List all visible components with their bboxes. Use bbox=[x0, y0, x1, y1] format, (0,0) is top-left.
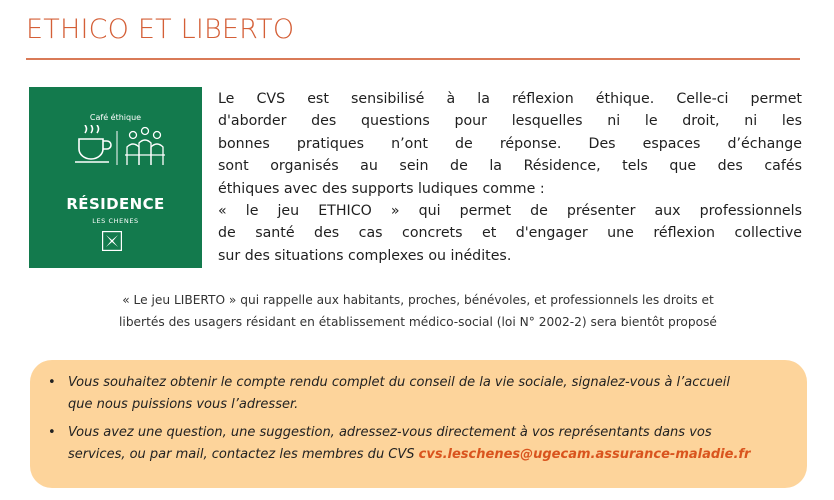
liberto-line: « Le jeu LIBERTO » qui rappelle aux habitants, proches, bénévoles, et professionnels les droits et bbox=[122, 293, 714, 307]
intro-paragraph bbox=[218, 88, 802, 267]
info-item-text: services, ou par mail, contactez les membres du CVS bbox=[68, 447, 419, 462]
cafe-ethique-label: Café éthique bbox=[89, 113, 142, 122]
liberto-paragraph bbox=[38, 289, 798, 333]
emblem-icon bbox=[102, 231, 122, 251]
residence-logo bbox=[29, 87, 202, 268]
logo-name: RÉSIDENCE bbox=[66, 195, 165, 213]
info-item-line: Vous avez une question, une suggestion, adressez-vous directement à vos représentants dans vos bbox=[68, 425, 712, 440]
info-item bbox=[46, 422, 796, 466]
intro-line: sur des situations complexes ou inédites. bbox=[218, 247, 512, 264]
intro-line: de santé des cas concrets et d'engager une réflexion collective bbox=[218, 225, 802, 242]
section-title: ETHICO ET LIBERTO bbox=[26, 14, 295, 45]
people-group-icon bbox=[125, 128, 165, 166]
intro-line: Le CVS est sensibilisé à la réflexion éthique. Celle-ci permet bbox=[218, 91, 802, 107]
title-divider bbox=[26, 58, 800, 60]
intro-line: « le jeu ETHICO » qui permet de présenter aux professionnels bbox=[218, 203, 802, 220]
info-box bbox=[30, 360, 807, 488]
info-list bbox=[46, 372, 796, 472]
coffee-cup-icon bbox=[75, 125, 111, 162]
cafe-icons bbox=[29, 125, 202, 171]
intro-line: éthiques avec des supports ludiques comme : bbox=[218, 180, 545, 197]
intro-line: bonnes pratiques n’ont de réponse. Des espaces d’échange bbox=[218, 135, 802, 152]
bullet: • bbox=[48, 375, 56, 390]
intro-line: sont organisés au sein de la Résidence, tels que des cafés bbox=[218, 158, 802, 175]
info-item-line bbox=[68, 444, 796, 466]
liberto-line: libertés des usagers résidant en établissement médico-social (loi N° 2002-2) sera bientôt proposé bbox=[119, 315, 717, 329]
info-item bbox=[46, 372, 796, 416]
cvs-email-link[interactable]: cvs.leschenes@ugecam.assurance-maladie.fr bbox=[418, 447, 751, 462]
logo-subname: LES CHENES bbox=[92, 217, 139, 225]
info-item-line: que nous puissions vous l’adresser. bbox=[68, 397, 299, 412]
info-item-line: Vous souhaitez obtenir le compte rendu complet du conseil de la vie sociale, signalez-vous à l’accueil bbox=[68, 375, 731, 390]
intro-line: d'aborder des questions pour lesquelles ni le droit, ni les bbox=[218, 113, 802, 130]
bullet: • bbox=[48, 425, 56, 440]
